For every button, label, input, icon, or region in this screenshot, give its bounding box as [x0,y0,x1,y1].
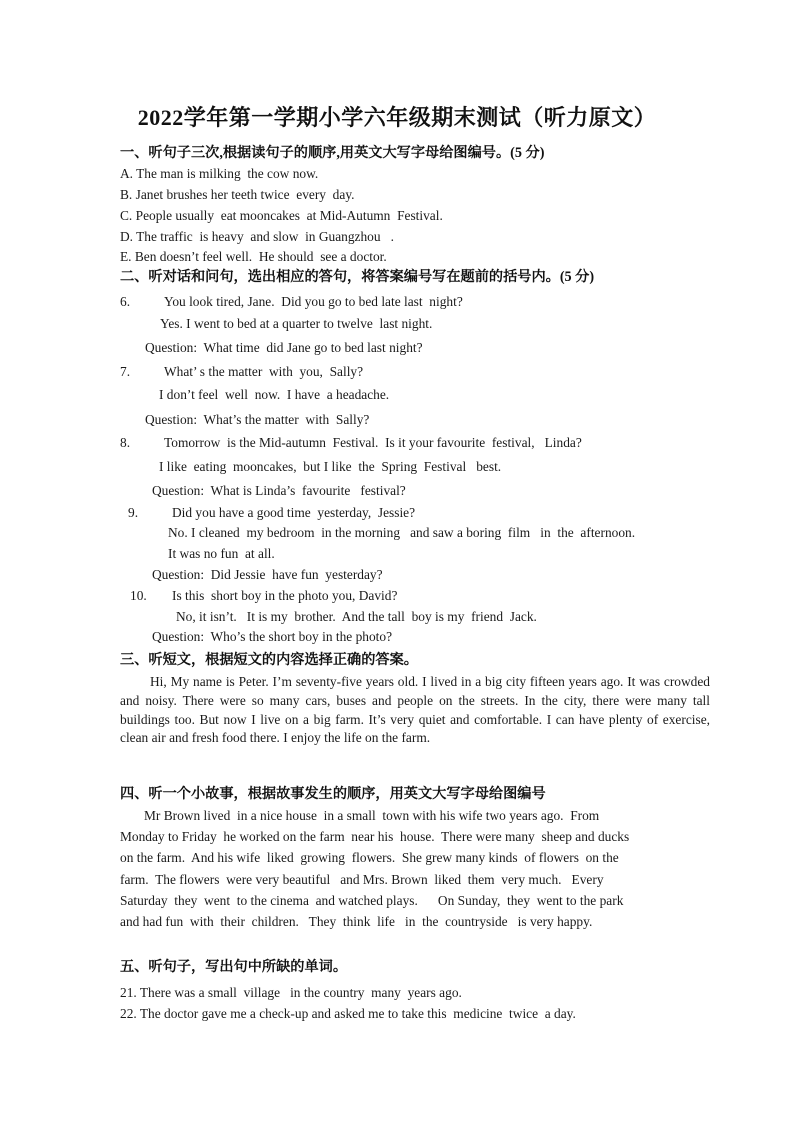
s1-item-a: A. The man is milking the cow now. [120,166,319,181]
q8-line-1: Tomorrow is the Mid-autumn Festival. Is it your favourite festival, Linda? [164,435,582,450]
q7-question: Question: What’s the matter with Sally? [145,412,370,427]
q10-line-1: Is this short boy in the photo you, David? [172,588,398,603]
s4-line-6: and had fun with their children. They think life in the countryside is very happy. [120,914,593,929]
q6-line-1: You look tired, Jane. Did you go to bed late last night? [164,294,463,309]
s4-line-5: Saturday they went to the cinema and watched plays. On Sunday, they went to the park [120,893,624,908]
s5-item-22: 22. The doctor gave me a check-up and asked me to take this medicine twice a day. [120,1006,576,1021]
q10-number: 10. [130,588,147,603]
q9-question: Question: Did Jessie have fun yesterday? [152,567,383,582]
s4-line-1: Mr Brown lived in a nice house in a small town with his wife two years ago. From [144,808,600,823]
s1-item-e: E. Ben doesn’t feel well. He should see a doctor. [120,249,387,264]
s1-item-c: C. People usually eat mooncakes at Mid-Autumn Festival. [120,208,443,223]
q7-number: 7. [120,364,131,379]
s1-item-d: D. The traffic is heavy and slow in Guangzhou . [120,229,394,244]
section-3-heading: 三、听短文，根据短文的内容选择正确的答案。 [120,652,418,668]
q9-line-2: No. I cleaned my bedroom in the morning and saw a boring film in the afternoon. [168,525,636,540]
q10-line-2: No, it isn’t. It is my brother. And the tall boy is my friend Jack. [176,609,537,624]
q7-line-1: What’ s the matter with you, Sally? [164,364,364,379]
section-5-heading: 五、听句子，写出句中所缺的单词。 [120,959,348,975]
q6-number: 6. [120,294,131,309]
q9-line-3: It was no fun at all. [168,546,275,561]
q6-question: Question: What time did Jane go to bed last night? [145,340,423,355]
s1-item-b: B. Janet brushes her teeth twice every day. [120,187,355,202]
q6-line-2: Yes. I went to bed at a quarter to twelve last night. [160,316,433,331]
q10-question: Question: Who’s the short boy in the photo? [152,629,393,644]
q8-question: Question: What is Linda’s favourite festival? [152,483,406,498]
s5-item-21: 21. There was a small village in the country many years ago. [120,985,462,1000]
s3-passage: Hi, My name is Peter. I’m seventy-five years old. I lived in a big city fifteen years ago. It was crowded and noisy. There were so many cars, buses and people on the streets. In the city, there were many tall buildings too. But now I live on a big farm. It’s very quiet and comfortable. I can have plenty of exercise, clean air and fresh food there. I enjoy the life on the farm. [120,674,710,746]
s4-line-3: on the farm. And his wife liked growing flowers. She grew many kinds of flowers on the [120,850,619,865]
q8-number: 8. [120,435,131,450]
q7-line-2: I don’t feel well now. I have a headache. [159,387,390,402]
q9-line-1: Did you have a good time yesterday, Jessie? [172,505,416,520]
s4-line-2: Monday to Friday he worked on the farm near his house. There were many sheep and ducks [120,829,630,844]
q8-line-2: I like eating mooncakes, but I like the Spring Festival best. [159,459,502,474]
section-2-heading: 二、听对话和问句，选出相应的答句，将答案编号写在题前的括号内。(5 分) [120,269,595,285]
page-title: 2022学年第一学期小学六年级期末测试（听力原文） [137,105,657,130]
s4-line-4: farm. The flowers were very beautiful and Mrs. Brown liked them very much. Every [120,872,604,887]
section-1-heading: 一、听句子三次,根据读句子的顺序,用英文大写字母给图编号。(5 分) [120,145,545,161]
q9-number: 9. [128,505,139,520]
section-4-heading: 四、听一个小故事，根据故事发生的顺序，用英文大写字母给图编号 [120,786,546,802]
